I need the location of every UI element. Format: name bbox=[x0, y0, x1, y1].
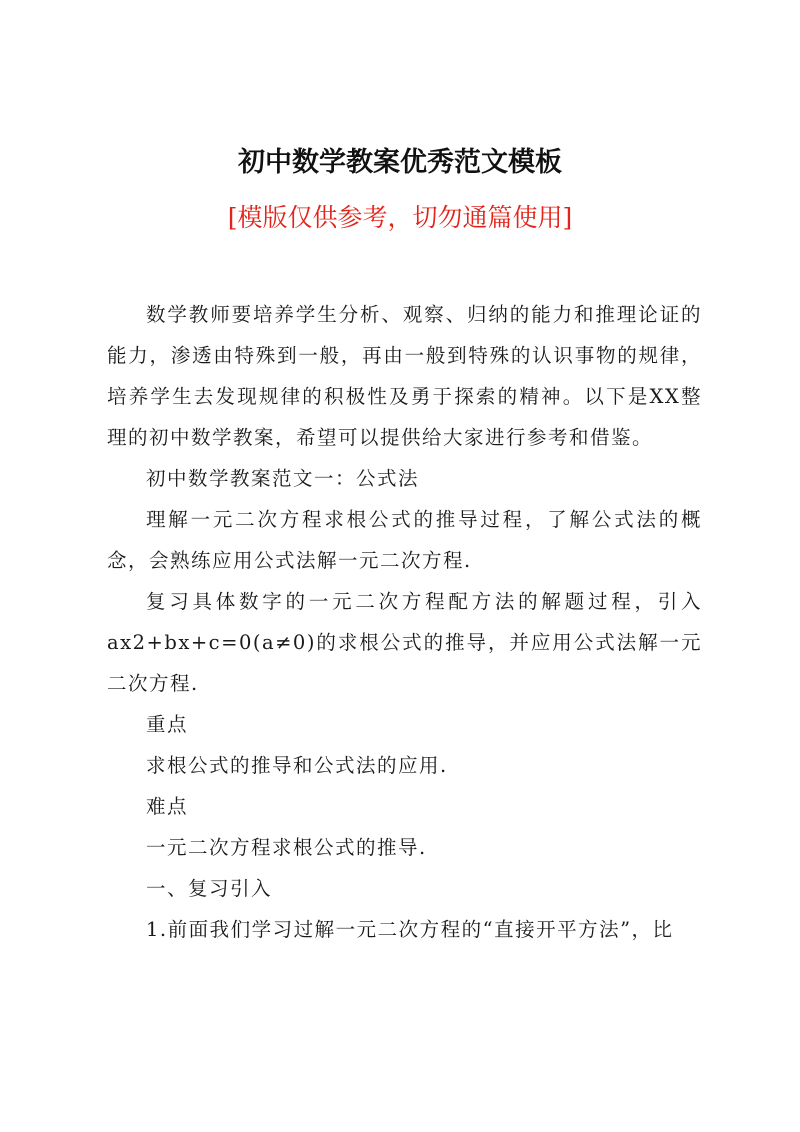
document-title: 初中数学教案优秀范文模板 bbox=[238, 147, 562, 178]
paragraph-difficulty: 一元二次方程求根公式的推导. bbox=[146, 836, 427, 859]
paragraph-key-point: 求根公式的推导和公式法的应用. bbox=[146, 754, 448, 777]
paragraph-difficulty-label: 难点 bbox=[146, 795, 189, 818]
paragraph-key-point-label: 重点 bbox=[146, 713, 189, 736]
paragraph-step-heading: 一、复习引入 bbox=[146, 877, 273, 900]
document-subtitle: [模版仅供参考，切勿通篇使用] bbox=[227, 203, 573, 232]
paragraph-intro: 数学教师要培养学生分析、观察、归纳的能力和推理论证的能力，渗透由特殊到一般，再由一般到特殊的认识事物的规律，培养学生去发现规律的积极性及勇于探索的精神。以下是XX整理的初中数学教案，希望可以提供给大家进行参考和借鉴。 bbox=[107, 303, 702, 449]
paragraph-section-heading: 初中数学教案范文一：公式法 bbox=[146, 467, 420, 490]
paragraph-step-1: 1.前面我们学习过解一元二次方程的“直接开平方法”，比 bbox=[146, 918, 674, 941]
document-body bbox=[107, 294, 702, 950]
paragraph-review: 复习具体数字的一元二次方程配方法的解题过程，引入ax2+bx+c=0(a≠0)的求根公式的推导，并应用公式法解一元二次方程. bbox=[107, 590, 702, 695]
paragraph-objective: 理解一元二次方程求根公式的推导过程，了解公式法的概念，会熟练应用公式法解一元二次方程. bbox=[107, 508, 702, 572]
